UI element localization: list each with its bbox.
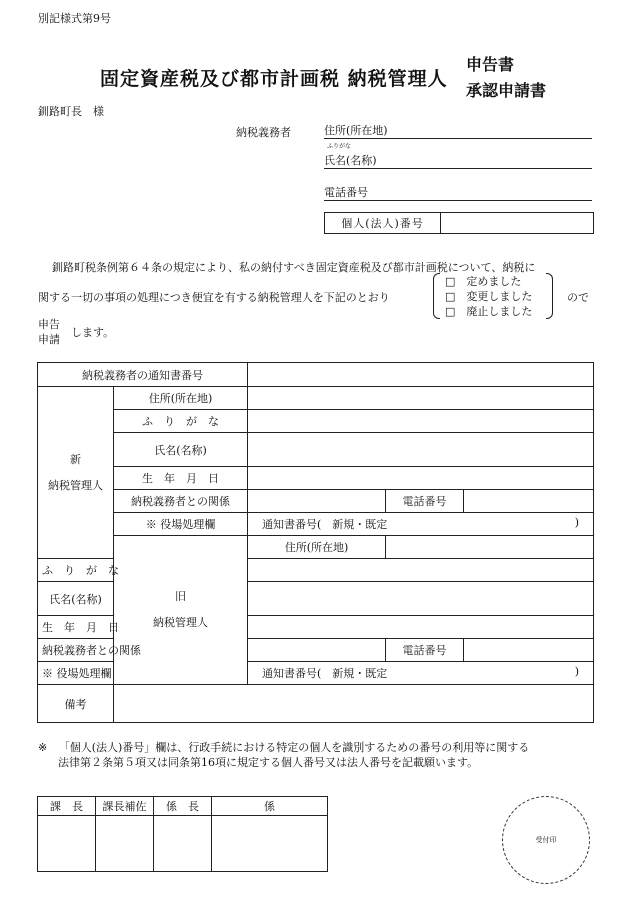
old-label: 旧 bbox=[175, 590, 186, 603]
new-relation-input[interactable] bbox=[248, 490, 386, 513]
approval-stamp-4[interactable] bbox=[212, 816, 328, 872]
old-furigana-label: ふ り が な bbox=[38, 559, 114, 582]
old-address-label: 住所(所在地) bbox=[248, 536, 386, 559]
declare-type-application: 申請 bbox=[38, 333, 60, 346]
new-address-label: 住所(所在地) bbox=[114, 387, 248, 410]
my-number-label: 個人(法人)番号 bbox=[325, 213, 441, 233]
new-address-input[interactable] bbox=[248, 387, 594, 410]
taxpayer-label: 納税義務者 bbox=[236, 126, 291, 139]
body-node: ので bbox=[567, 291, 589, 304]
approval-stamp-3[interactable] bbox=[154, 816, 212, 872]
new-birthdate-input[interactable] bbox=[248, 467, 594, 490]
approval-deputy-chief: 課長補佐 bbox=[96, 797, 154, 816]
footnote bbox=[38, 740, 529, 770]
old-phone-input[interactable] bbox=[464, 639, 594, 662]
taxpayer-address-label: 住所(所在地) bbox=[324, 124, 388, 137]
new-name-input[interactable] bbox=[248, 433, 594, 467]
body-line-1: 釧路町税条例第６４条の規定により、私の納付すべき固定資産税及び都市計画税について、納税に bbox=[52, 261, 536, 274]
action-options bbox=[433, 273, 553, 317]
old-name-label: 氏名(名称) bbox=[38, 582, 114, 616]
new-phone-label: 電話番号 bbox=[386, 490, 464, 513]
old-relation-input[interactable] bbox=[248, 639, 386, 662]
body-end: します。 bbox=[71, 326, 115, 339]
manager-table bbox=[37, 362, 594, 723]
old-furigana-input[interactable] bbox=[248, 559, 594, 582]
approval-table bbox=[37, 796, 328, 872]
new-relation-label: 納税義務者との関係 bbox=[114, 490, 248, 513]
my-number-input[interactable] bbox=[441, 213, 593, 233]
new-name-label: 氏名(名称) bbox=[114, 433, 248, 467]
old-address-input[interactable] bbox=[386, 536, 594, 559]
receipt-stamp-label: 受付印 bbox=[535, 836, 557, 844]
approval-staff: 係 bbox=[212, 797, 328, 816]
new-manager-label: 納税管理人 bbox=[48, 478, 103, 492]
bracket-right bbox=[546, 273, 553, 319]
declare-type-declaration: 申告 bbox=[38, 318, 60, 331]
footnote-line-1: 「個人(法人)番号」欄は、行政手続における特定の個人を識別するための番号の利用等に関する bbox=[58, 741, 530, 754]
new-furigana-label: ふ り が な bbox=[114, 410, 248, 433]
receipt-stamp bbox=[502, 796, 590, 884]
notice-number-input[interactable] bbox=[248, 363, 594, 387]
title-sub-application: 承認申請書 bbox=[466, 81, 547, 100]
old-phone-label: 電話番号 bbox=[386, 639, 464, 662]
remarks-label: 備考 bbox=[38, 685, 114, 723]
title-sub-declaration: 申告書 bbox=[466, 55, 515, 74]
taxpayer-phone-label: 電話番号 bbox=[324, 186, 368, 199]
old-birthdate-label: 生 年 月 日 bbox=[38, 616, 114, 639]
old-notice-field-label: 通知書番号( 新規・既定 bbox=[262, 667, 388, 680]
title-sub bbox=[466, 52, 546, 104]
my-number-field[interactable] bbox=[324, 212, 594, 234]
remarks-input[interactable] bbox=[114, 685, 594, 723]
taxpayer-address-field[interactable] bbox=[324, 122, 592, 139]
taxpayer-name-label: 氏名(名称) bbox=[324, 154, 377, 167]
old-name-input[interactable] bbox=[248, 582, 594, 616]
new-manager-group bbox=[38, 387, 114, 559]
option-established[interactable]: □ 定めました bbox=[445, 275, 522, 288]
taxpayer-furigana-label: ふりがな bbox=[327, 143, 352, 150]
approval-stamp-2[interactable] bbox=[96, 816, 154, 872]
footnote-line-2: 法律第２条第５項又は同条第16項に規定する個人番号又は法人番号を記載願います。 bbox=[58, 756, 479, 769]
approval-section-chief: 課 長 bbox=[38, 797, 96, 816]
addressee: 釧路町長 様 bbox=[38, 105, 104, 118]
taxpayer-phone-field[interactable] bbox=[324, 184, 592, 201]
old-office-field[interactable] bbox=[248, 662, 594, 685]
new-phone-input[interactable] bbox=[464, 490, 594, 513]
approval-stamp-1[interactable] bbox=[38, 816, 96, 872]
old-manager-group bbox=[114, 536, 248, 685]
footnote-mark: ※ bbox=[38, 741, 48, 754]
new-office-label: ※ 役場処理欄 bbox=[114, 513, 248, 536]
old-relation-label: 納税義務者との関係 bbox=[38, 639, 114, 662]
new-close-paren: ) bbox=[574, 516, 579, 529]
new-birthdate-label: 生 年 月 日 bbox=[114, 467, 248, 490]
bracket-left bbox=[433, 273, 440, 319]
body-line-2: 関する一切の事項の処理につき便宜を有する納税管理人を下記のとおり bbox=[38, 291, 390, 304]
form-number: 別記様式第9号 bbox=[38, 12, 111, 25]
new-office-field[interactable] bbox=[248, 513, 594, 536]
old-manager-label: 納税管理人 bbox=[153, 616, 208, 629]
option-abolished[interactable]: □ 廃止しました bbox=[445, 305, 533, 318]
new-label: 新 bbox=[70, 452, 81, 466]
old-close-paren: ) bbox=[574, 665, 579, 678]
approval-subsection-chief: 係 長 bbox=[154, 797, 212, 816]
option-changed[interactable]: □ 変更しました bbox=[445, 290, 533, 303]
taxpayer-name-field[interactable] bbox=[324, 152, 592, 169]
new-notice-field-label: 通知書番号( 新規・既定 bbox=[262, 518, 388, 531]
declare-type bbox=[38, 317, 60, 347]
new-furigana-input[interactable] bbox=[248, 410, 594, 433]
page-title: 固定資産税及び都市計画税 納税管理人 bbox=[100, 68, 448, 90]
notice-number-label: 納税義務者の通知書番号 bbox=[38, 363, 248, 387]
old-birthdate-input[interactable] bbox=[248, 616, 594, 639]
old-office-label: ※ 役場処理欄 bbox=[38, 662, 114, 685]
